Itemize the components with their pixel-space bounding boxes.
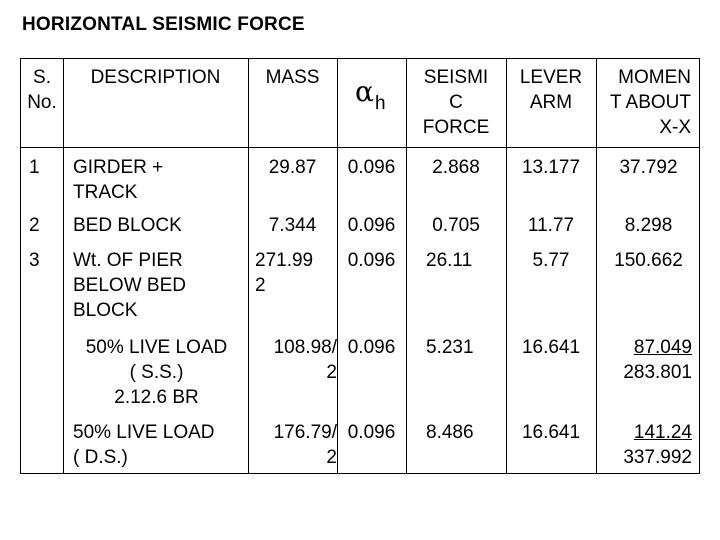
cell-mass: 271.99 2 — [255, 250, 314, 296]
header-divider — [21, 147, 699, 148]
header-alpha-symbol: α — [355, 75, 374, 108]
cell-force: 0.705 — [432, 215, 480, 236]
cell-force: 2.868 — [432, 157, 480, 178]
cell-moment: 150.662 — [614, 250, 683, 271]
cell-alpha: 0.096 — [347, 215, 396, 236]
cell-description: 50% LIVE LOAD ( D.S.) — [73, 422, 215, 468]
cell-lever: 5.77 — [532, 250, 570, 271]
cell-force: 26.11 — [426, 250, 473, 271]
cell-alpha: 0.096 — [347, 337, 396, 358]
header-alpha-subscript: h — [375, 93, 386, 114]
cell-moment: 141.24 — [633, 422, 692, 443]
cell-alpha: 0.096 — [347, 250, 396, 271]
cell-lever: 11.77 — [527, 215, 575, 236]
cell-lever: 16.641 — [521, 422, 581, 443]
cell-force: 8.486 — [426, 422, 474, 443]
cell-alpha: 0.096 — [347, 422, 396, 443]
column-divider — [248, 59, 249, 473]
cell-lever: 13.177 — [521, 157, 581, 178]
cell-description: BED BLOCK — [73, 215, 182, 236]
cell-mass: 108.98/ 2 — [273, 337, 337, 383]
cell-alpha: 0.096 — [347, 157, 396, 178]
cell-moment: 87.049 — [633, 337, 692, 358]
cell-description: GIRDER + TRACK — [73, 157, 164, 203]
header-sno: S. No. — [27, 67, 57, 113]
cell-moment: 8.298 — [624, 215, 673, 236]
cell-sno: 2 — [29, 215, 40, 236]
cell-moment-total: 337.992 — [623, 447, 692, 468]
column-divider — [63, 59, 64, 473]
cell-description: 50% LIVE LOAD ( S.S.) 2.12.6 BR — [85, 337, 228, 408]
header-seismic-force: SEISMI C FORCE — [422, 67, 490, 138]
cell-sno: 1 — [29, 157, 40, 178]
cell-force: 5.231 — [426, 337, 474, 358]
header-moment: MOMEN T ABOUT X-X — [610, 67, 691, 138]
cell-description: Wt. OF PIER BELOW BED BLOCK — [73, 250, 186, 321]
cell-mass: 7.344 — [268, 215, 317, 236]
cell-moment-total: 283.801 — [623, 362, 692, 383]
cell-sno: 3 — [29, 250, 40, 271]
header-mass: MASS — [265, 67, 320, 88]
header-lever-arm: LEVER ARM — [519, 67, 583, 113]
cell-lever: 16.641 — [521, 337, 581, 358]
page-title: HORIZONTAL SEISMIC FORCE — [22, 14, 305, 35]
cell-mass: 176.79/ 2 — [273, 422, 337, 468]
cell-mass: 29.87 — [268, 157, 317, 178]
cell-moment: 37.792 — [619, 157, 678, 178]
seismic-force-table — [20, 58, 700, 474]
header-description: DESCRIPTION — [90, 67, 221, 88]
